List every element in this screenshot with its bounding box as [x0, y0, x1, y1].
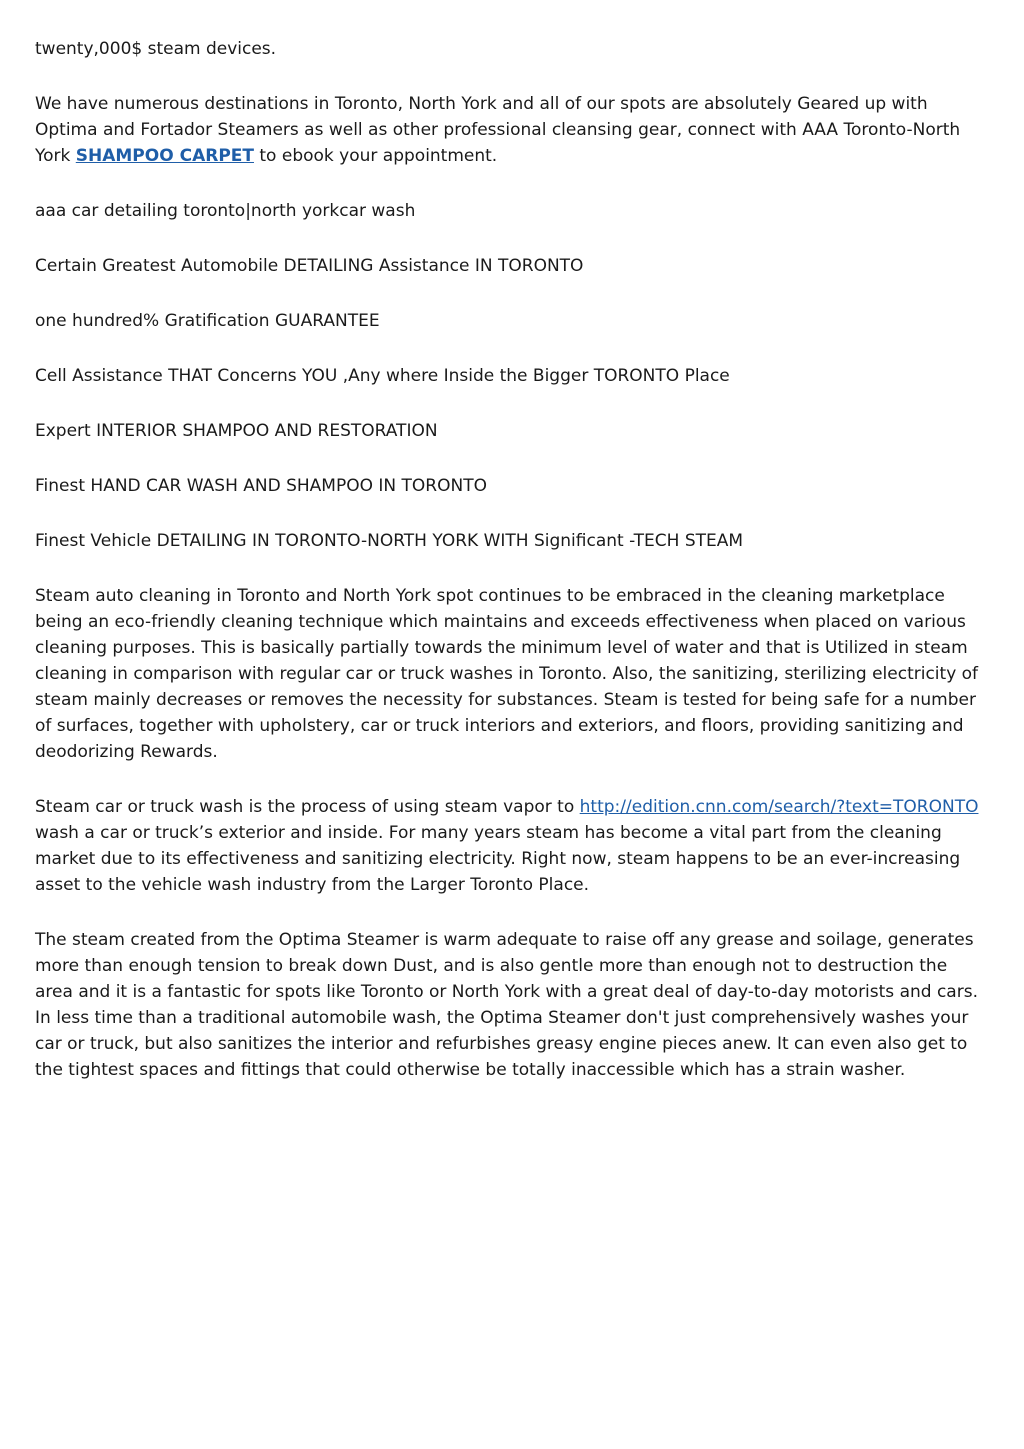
heading-hand-car-wash: Finest HAND CAR WASH AND SHAMPOO IN TORONTO — [35, 476, 487, 496]
paragraph-keywords: aaa car detailing toronto|north yorkcar wash — [35, 201, 416, 221]
steam-wash-text-after: wash a car or truck’s exterior and inside. For many years steam has become a vital part from the cleaning market due to its effectiveness and sanitizing electricity. Right now, steam happens to be an ever-increasing asset to the vehicle wash industry from the Larger Toronto Place. — [35, 823, 961, 895]
heading-greatest-detailing: Certain Greatest Automobile DETAILING Assistance IN TORONTO — [35, 256, 584, 276]
cnn-search-link[interactable]: http://edition.cnn.com/search/?text=TORONTO — [579, 797, 979, 817]
destinations-text-after: to ebook your appointment. — [253, 146, 498, 166]
heading-interior-shampoo: Expert INTERIOR SHAMPOO AND RESTORATION — [35, 421, 438, 441]
paragraph-steam-cleaning: Steam auto cleaning in Toronto and North York spot continues to be embraced in the cleaning marketplace being an eco-friendly cleaning technique which maintains and exceeds effectiveness when placed on various cleaning purposes. This is basically partially towards the minimum level of water and that is Utilized in steam cleaning in comparison with regular car or truck washes in Toronto. Also, the sanitizing, sterilizing electricity of steam mainly decreases or removes the necessity for substances. Steam is tested for being safe for a number of surfaces, together with upholstery, car or truck interiors and exteriors, and floors, providing sanitizing and deodorizing Rewards. — [35, 586, 979, 762]
paragraph-optima-steamer: The steam created from the Optima Steamer is warm adequate to raise off any grease and soilage, generates more than enough tension to break down Dust, and is also gentle more than enough not to destruction the area and it is a fantastic for spots like Toronto or North York with a great deal of day-to-day motorists and cars. In less time than a traditional automobile wash, the Optima Steamer don't just comprehensively washes your car or truck, but also sanitizes the interior and refurbishes greasy engine pieces anew. It can even also get to the tightest spaces and fittings that could otherwise be totally inaccessible which has a strain washer. — [35, 930, 978, 1080]
heading-steam-detailing: Finest Vehicle DETAILING IN TORONTO-NORTH YORK WITH Significant -TECH STEAM — [35, 531, 744, 551]
paragraph-destinations — [35, 91, 990, 169]
paragraph-steam-car-wash — [35, 794, 990, 898]
shampoo-carpet-link[interactable]: SHAMPOO CARPET — [75, 146, 254, 166]
steam-wash-text-before: Steam car or truck wash is the process of using steam vapor to — [35, 797, 580, 817]
heading-guarantee: one hundred% Gratification GUARANTEE — [35, 311, 380, 331]
heading-mobile-assistance: Cell Assistance THAT Concerns YOU ,Any where Inside the Bigger TORONTO Place — [35, 366, 730, 386]
destinations-text-before: We have numerous destinations in Toronto, North York and all of our spots are absolutely Geared up with Optima and Fortador Steamers as well as other professional cleansing gear, connect with AAA Toronto-North York — [35, 94, 961, 166]
paragraph-intro-fragment: twenty,000$ steam devices. — [35, 39, 277, 59]
